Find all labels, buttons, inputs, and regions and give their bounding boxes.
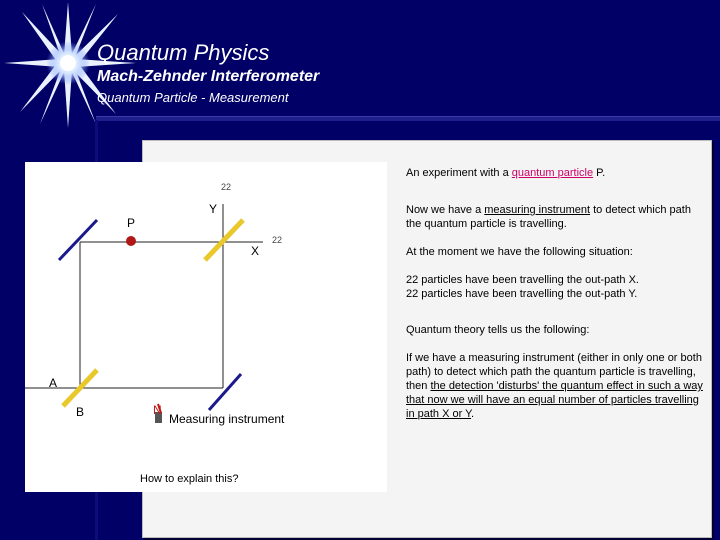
theory-paragraph: Quantum theory tells us the following: <box>406 324 590 336</box>
conclusion-paragraph: If we have a measuring instrument (either in only one or both path) to detect which path the quantum particle is travelling, then the detection 'disturbs' the quantum effect in such a way that now we will have an equal number of particles travelling in path X or Y. <box>406 352 703 420</box>
quantum-particle <box>126 236 136 246</box>
mirror-bottom-right <box>209 374 241 410</box>
mirror-top-left <box>59 220 97 260</box>
count-x: 22 <box>272 235 283 245</box>
counts-line-y: 22 particles have been travelling the out-path Y. <box>406 288 638 300</box>
situation-paragraph: At the moment we have the following situation: <box>406 246 633 258</box>
label-p: P <box>127 216 136 230</box>
label-x: X <box>251 244 260 258</box>
slide-subtitle: Mach-Zehnder Interferometer <box>97 68 320 85</box>
slide-section: Quantum Particle - Measurement <box>97 90 289 105</box>
measuring-instrument-link: measuring instrument <box>484 204 591 216</box>
explanation-text <box>406 166 706 421</box>
slide-title: Quantum Physics <box>97 40 270 65</box>
question-text: How to explain this? <box>140 473 239 485</box>
quantum-particle-link[interactable]: quantum particle <box>511 167 594 179</box>
instrument-paragraph: Now we have a measuring instrument to detect which path the quantum particle is travelling. <box>406 204 691 230</box>
measuring-instrument-label: Measuring instrument <box>169 412 285 426</box>
label-n: N <box>153 403 162 417</box>
intro-paragraph: An experiment with a quantum particle P. <box>406 167 606 179</box>
label-b: B <box>76 405 85 419</box>
interferometer-diagram <box>25 162 387 492</box>
count-y: 22 <box>221 182 232 192</box>
label-y: Y <box>209 202 218 216</box>
counts-line-x: 22 particles have been travelling the out-path X. <box>406 274 639 286</box>
header <box>97 40 319 107</box>
beam-splitter-top <box>205 220 243 260</box>
label-a: A <box>49 376 58 390</box>
header-rule <box>96 116 720 121</box>
